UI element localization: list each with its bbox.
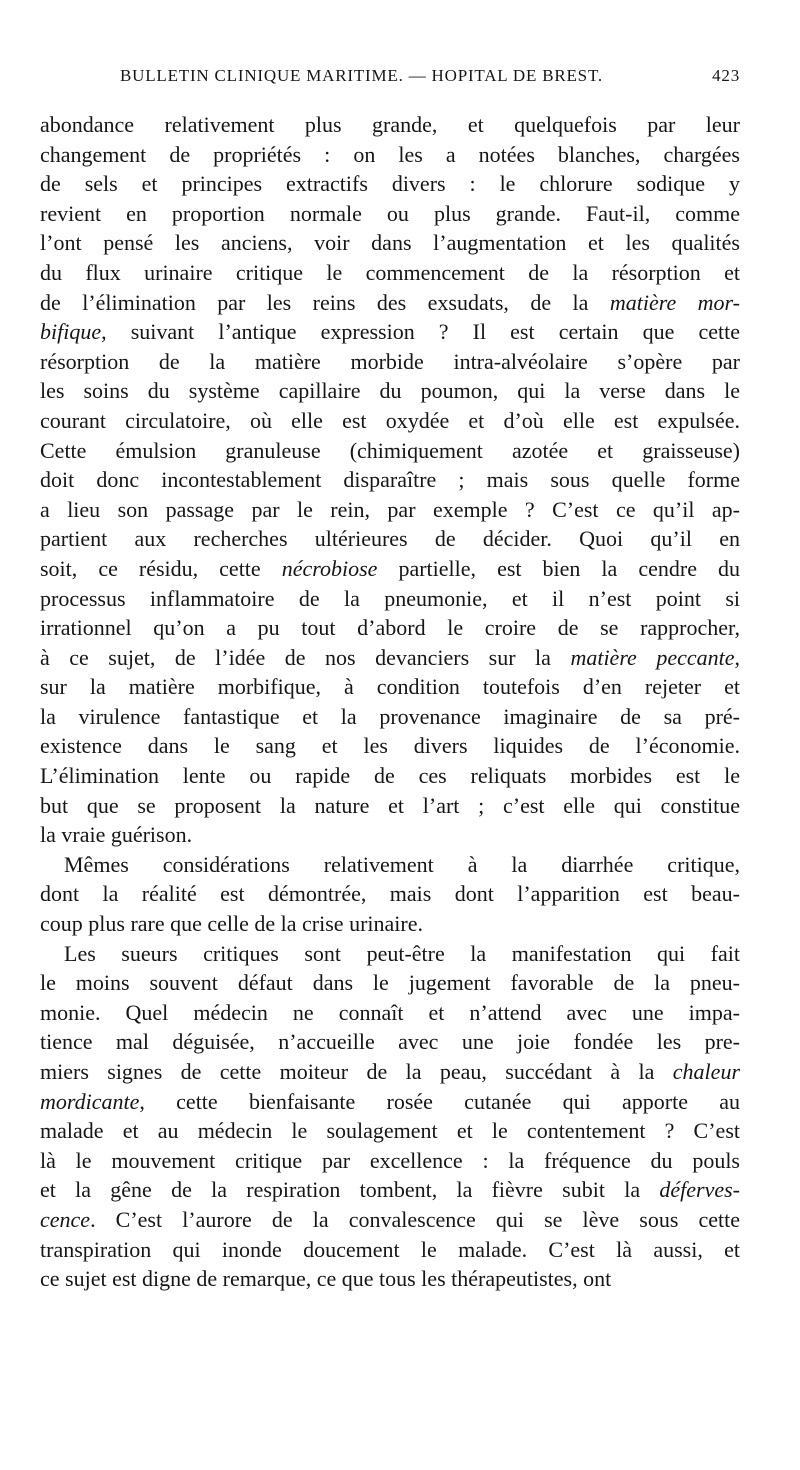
- text-segment: partielle, est bien la cendre du: [377, 555, 740, 581]
- text-segment: tience mal déguisée, n’accueille avec une joie fondée les pre-: [40, 1029, 740, 1055]
- text-line: [40, 998, 740, 1028]
- text-segment: les soins du système capillaire du poumon, qui la verse dans le: [40, 378, 740, 404]
- body-text: [40, 110, 740, 1294]
- text-segment: Les sueurs critiques sont peut-être la manifestation qui fait: [64, 940, 740, 966]
- text-segment: sur la matière morbifique, à condition toutefois d’en rejeter et: [40, 674, 740, 700]
- text-line: [40, 1264, 740, 1294]
- text-segment: irrationnel qu’on a pu tout d’abord le croire de se rapprocher,: [40, 615, 740, 641]
- text-segment: changement de propriétés : on les a notées blanches, chargées: [40, 141, 740, 167]
- text-line: [40, 1235, 740, 1265]
- running-header: [40, 66, 740, 86]
- text-line: [40, 939, 740, 969]
- text-line: [40, 554, 740, 584]
- text-segment: l’ont pensé les anciens, voir dans l’augmentation et les qualités: [40, 230, 740, 256]
- text-segment: miers signes de cette moiteur de la peau, succédant à la: [40, 1059, 673, 1084]
- text-segment: doit donc incontestablement disparaître ; mais sous quelle forme: [40, 467, 740, 493]
- text-line: [40, 820, 740, 850]
- text-segment: revient en proportion normale ou plus grande. Faut-il, comme: [40, 200, 740, 226]
- text-segment: et la gêne de la respiration tombent, la fièvre subit la: [40, 1177, 660, 1203]
- text-line: [40, 643, 740, 673]
- page-number: 423: [712, 66, 740, 85]
- text-line: [40, 376, 740, 406]
- text-line: [40, 199, 740, 229]
- text-line: [40, 317, 740, 347]
- text-line: [40, 1116, 740, 1146]
- text-segment: dont la réalité est démontrée, mais dont l’apparition est beau-: [40, 881, 740, 907]
- text-segment: résorption de la matière morbide intra-alvéolaire s’opère par: [40, 348, 740, 374]
- italic-segment: déferves-: [659, 1177, 740, 1203]
- text-segment: soit, ce résidu, cette: [40, 555, 282, 581]
- paragraph: [40, 850, 740, 939]
- text-segment: courant circulatoire, où elle est oxydée et d’où elle est expulsée.: [40, 407, 740, 433]
- text-segment: malade et au médecin le soulagement et le contentement ? C’est: [40, 1118, 740, 1144]
- text-line: [40, 909, 740, 939]
- text-segment: . C’est l’aurore de la convalescence qui se lève sous cette: [90, 1206, 740, 1232]
- text-line: [40, 1146, 740, 1176]
- italic-segment: chaleur: [672, 1059, 740, 1084]
- text-segment: de l’élimination par les reins des exsudats, de la: [40, 289, 610, 315]
- text-line: [40, 495, 740, 525]
- text-line: [40, 347, 740, 377]
- text-segment: , suivant l’antique expression ? Il est certain que cette: [101, 319, 740, 345]
- text-segment: processus inflammatoire de la pneumonie, et il n’est point si: [40, 585, 740, 611]
- text-segment: de sels et principes extractifs divers : le chlorure sodique y: [40, 171, 740, 197]
- text-line: [40, 879, 740, 909]
- text-segment: du flux urinaire critique le commencement de la résorption et: [40, 259, 740, 285]
- text-line: [40, 406, 740, 436]
- text-segment: Cette émulsion granuleuse (chimiquement azotée et graisseuse): [40, 437, 740, 463]
- text-line: [40, 672, 740, 702]
- paragraph: [40, 939, 740, 1294]
- text-line: [40, 1175, 740, 1205]
- text-line: [40, 1057, 740, 1087]
- running-title: BULLETIN CLINIQUE MARITIME. — HOPITAL DE BREST.: [120, 66, 603, 85]
- text-line: [40, 1205, 740, 1235]
- text-segment: là le mouvement critique par excellence : la fréquence du pouls: [40, 1147, 740, 1173]
- text-line: [40, 613, 740, 643]
- text-line: [40, 1087, 740, 1117]
- text-line: [40, 110, 740, 140]
- text-segment: ,: [734, 644, 741, 670]
- italic-segment: bifique: [40, 319, 102, 345]
- text-line: [40, 584, 740, 614]
- text-line: [40, 228, 740, 258]
- italic-segment: nécrobiose: [281, 555, 378, 581]
- text-segment: à ce sujet, de l’idée de nos devanciers sur la: [40, 644, 571, 670]
- text-segment: la virulence fantastique et la provenance imaginaire de sa pré-: [40, 703, 740, 729]
- text-segment: monie. Quel médecin ne connaît et n’attend avec une impa-: [40, 999, 740, 1025]
- text-line: [40, 968, 740, 998]
- text-line: [40, 524, 740, 554]
- text-line: [40, 258, 740, 288]
- text-line: [40, 465, 740, 495]
- italic-segment: matière mor-: [609, 289, 740, 315]
- text-segment: le moins souvent défaut dans le jugement favorable de la pneu-: [40, 970, 740, 996]
- text-line: [40, 702, 740, 732]
- text-segment: coup plus rare que celle de la crise urinaire.: [40, 911, 423, 937]
- text-line: [40, 791, 740, 821]
- text-line: [40, 169, 740, 199]
- text-line: [40, 1027, 740, 1057]
- text-line: [40, 288, 740, 318]
- text-segment: L’élimination lente ou rapide de ces reliquats morbides est le: [40, 763, 740, 789]
- italic-segment: mordicante: [40, 1088, 140, 1114]
- text-segment: transpiration qui inonde doucement le malade. C’est là aussi, et: [40, 1236, 740, 1262]
- text-line: [40, 850, 740, 880]
- text-line: [40, 731, 740, 761]
- text-line: [40, 761, 740, 791]
- text-segment: Mêmes considérations relativement à la diarrhée critique,: [64, 851, 740, 877]
- text-segment: , cette bienfaisante rosée cutanée qui apporte au: [139, 1088, 740, 1114]
- text-segment: la vraie guérison.: [40, 822, 193, 848]
- text-segment: abondance relativement plus grande, et quelquefois par leur: [40, 112, 740, 137]
- paragraph: [40, 110, 740, 850]
- text-segment: existence dans le sang et les divers liquides de l’économie.: [40, 733, 740, 759]
- text-line: [40, 140, 740, 170]
- text-segment: but que se proposent la nature et l’art ; c’est elle qui constitue: [40, 792, 740, 818]
- italic-segment: matière peccante: [570, 644, 735, 670]
- text-segment: partient aux recherches ultérieures de décider. Quoi qu’il en: [40, 526, 740, 552]
- italic-segment: cence: [40, 1206, 91, 1232]
- text-segment: ce sujet est digne de remarque, ce que tous les thérapeutistes, ont: [40, 1266, 612, 1292]
- text-line: [40, 436, 740, 466]
- text-segment: a lieu son passage par le rein, par exemple ? C’est ce qu’il ap-: [40, 496, 740, 522]
